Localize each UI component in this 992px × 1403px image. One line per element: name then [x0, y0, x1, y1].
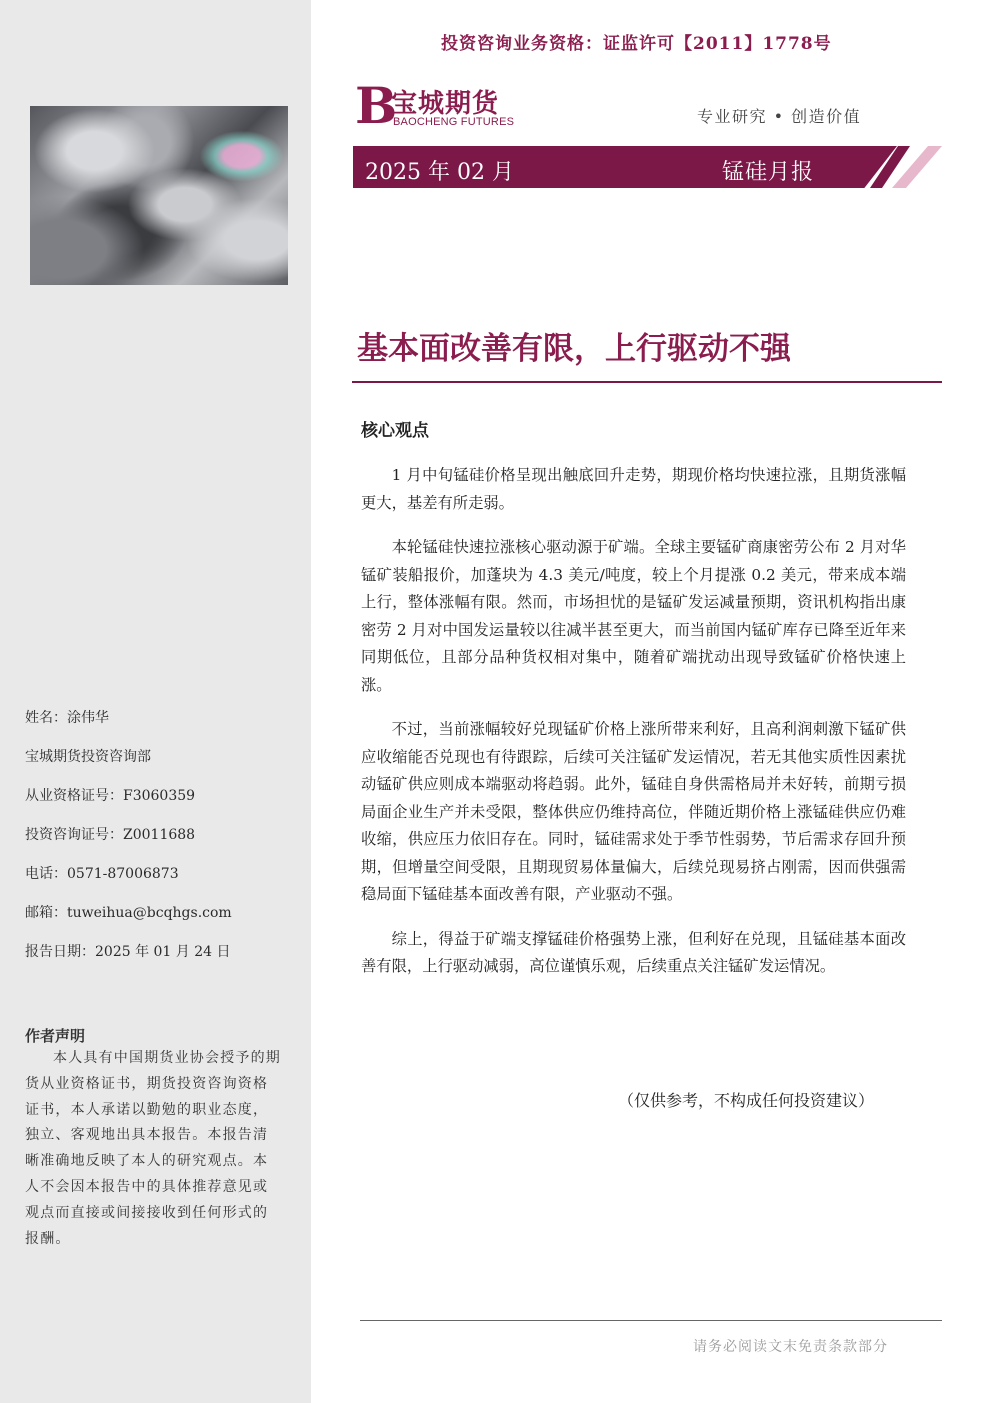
author-practice-cert: 从业资格证号：F3060359 — [25, 788, 196, 804]
author-department: 宝城期货投资咨询部 — [25, 749, 151, 765]
paragraph: 综上，得益于矿端支撑锰硅价格强势上涨，但利好在兑现，且锰硅基本面改善有限，上行驱动减弱，高位谨慎乐观，后续重点关注锰矿发运情况。 — [361, 929, 906, 975]
paragraph: 不过，当前涨幅较好兑现锰矿价格上涨所带来利好，且高利润刺激下锰矿供应收缩能否兑现也有待跟踪，后续可关注锰矿发运情况，若无其他实质性因素扰动锰矿供应则成本端驱动将趋弱。此外，锰硅自身供需格局并未好转，前期亏损局面企业生产并未受限，整体供应仍维持高位，伴随近期价格上涨锰硅供应仍难收缩，供应压力依旧存在。同时，锰硅需求处于季节性弱势，节后需求存回升预期，但增量空间受限，且期现贸易体量偏大，后续兑现易挤占刚需，因而供强需稳局面下锰硅基本面改善有限，产业驱动不强。 — [361, 720, 906, 903]
sidebar — [0, 0, 311, 1403]
headline-divider — [352, 381, 942, 383]
author-phone: 电话：0571-87006873 — [25, 866, 179, 882]
slogan: 专业研究 • 创造价值 — [697, 107, 862, 126]
qualification-line: 投资咨询业务资格：证监许可【2011】1778号 — [441, 34, 832, 54]
author-advisory-cert: 投资咨询证号：Z0011688 — [25, 827, 196, 843]
author-name: 姓名：涂伟华 — [25, 710, 109, 726]
paragraph: 本轮锰硅快速拉涨核心驱动源于矿端。全球主要锰矿商康密劳公布 2 月对华锰矿装船报价，加蓬块为 4.3 美元/吨度，较上个月提涨 0.2 美元，带来成本端上行，整体涨幅有限。然而，市场担忧的是锰矿发运减量预期，资讯机构指出康密劳 2 月对中国发运量较以往减半甚至更大，而当前国内锰矿库存已降至近年来同期低位，且部分品种货权相对集中，随着矿端扰动出现导致锰矿价格快速上涨。 — [361, 538, 906, 694]
paragraph: 1 月中旬锰硅价格呈现出触底回升走势，期现价格均快速拉涨，且期货涨幅更大，基差有所走弱。 — [361, 466, 906, 512]
banner-date: 2025 年 02 月 — [365, 160, 514, 185]
logo-en-text: BAOCHENG FUTURES — [393, 116, 515, 128]
footer-divider — [360, 1320, 942, 1321]
banner-report-type: 锰硅月报 — [722, 160, 815, 185]
report-headline: 基本面改善有限，上行驱动不强 — [357, 331, 791, 367]
cover-photo-ferroalloy — [30, 106, 288, 285]
logo-cn-text: 宝城期货 — [391, 89, 500, 119]
logo-b-icon: B — [355, 76, 398, 135]
section-title-core-views: 核心观点 — [361, 421, 429, 441]
company-logo — [355, 76, 525, 135]
declaration-title: 作者声明 — [25, 1027, 86, 1045]
author-email[interactable]: 邮箱：tuweihua@bcqhgs.com — [25, 905, 232, 921]
report-date: 报告日期：2025 年 01 月 24 日 — [25, 944, 231, 960]
report-body — [361, 462, 906, 998]
declaration-body: 本人具有中国期货业协会授予的期货从业资格证书，期货投资咨询资格证书，本人承诺以勤勉的职业态度，独立、客观地出具本报告。本报告清晰准确地反映了本人的研究观点。本人不会因本报告中的具体推荐意见或观点而直接或间接接收到任何形式的报酬。 — [25, 1050, 281, 1247]
footer-note: 请务必阅读文末免责条款部分 — [693, 1339, 888, 1355]
investment-disclaimer: （仅供参考，不构成任何投资建议） — [618, 1091, 875, 1110]
